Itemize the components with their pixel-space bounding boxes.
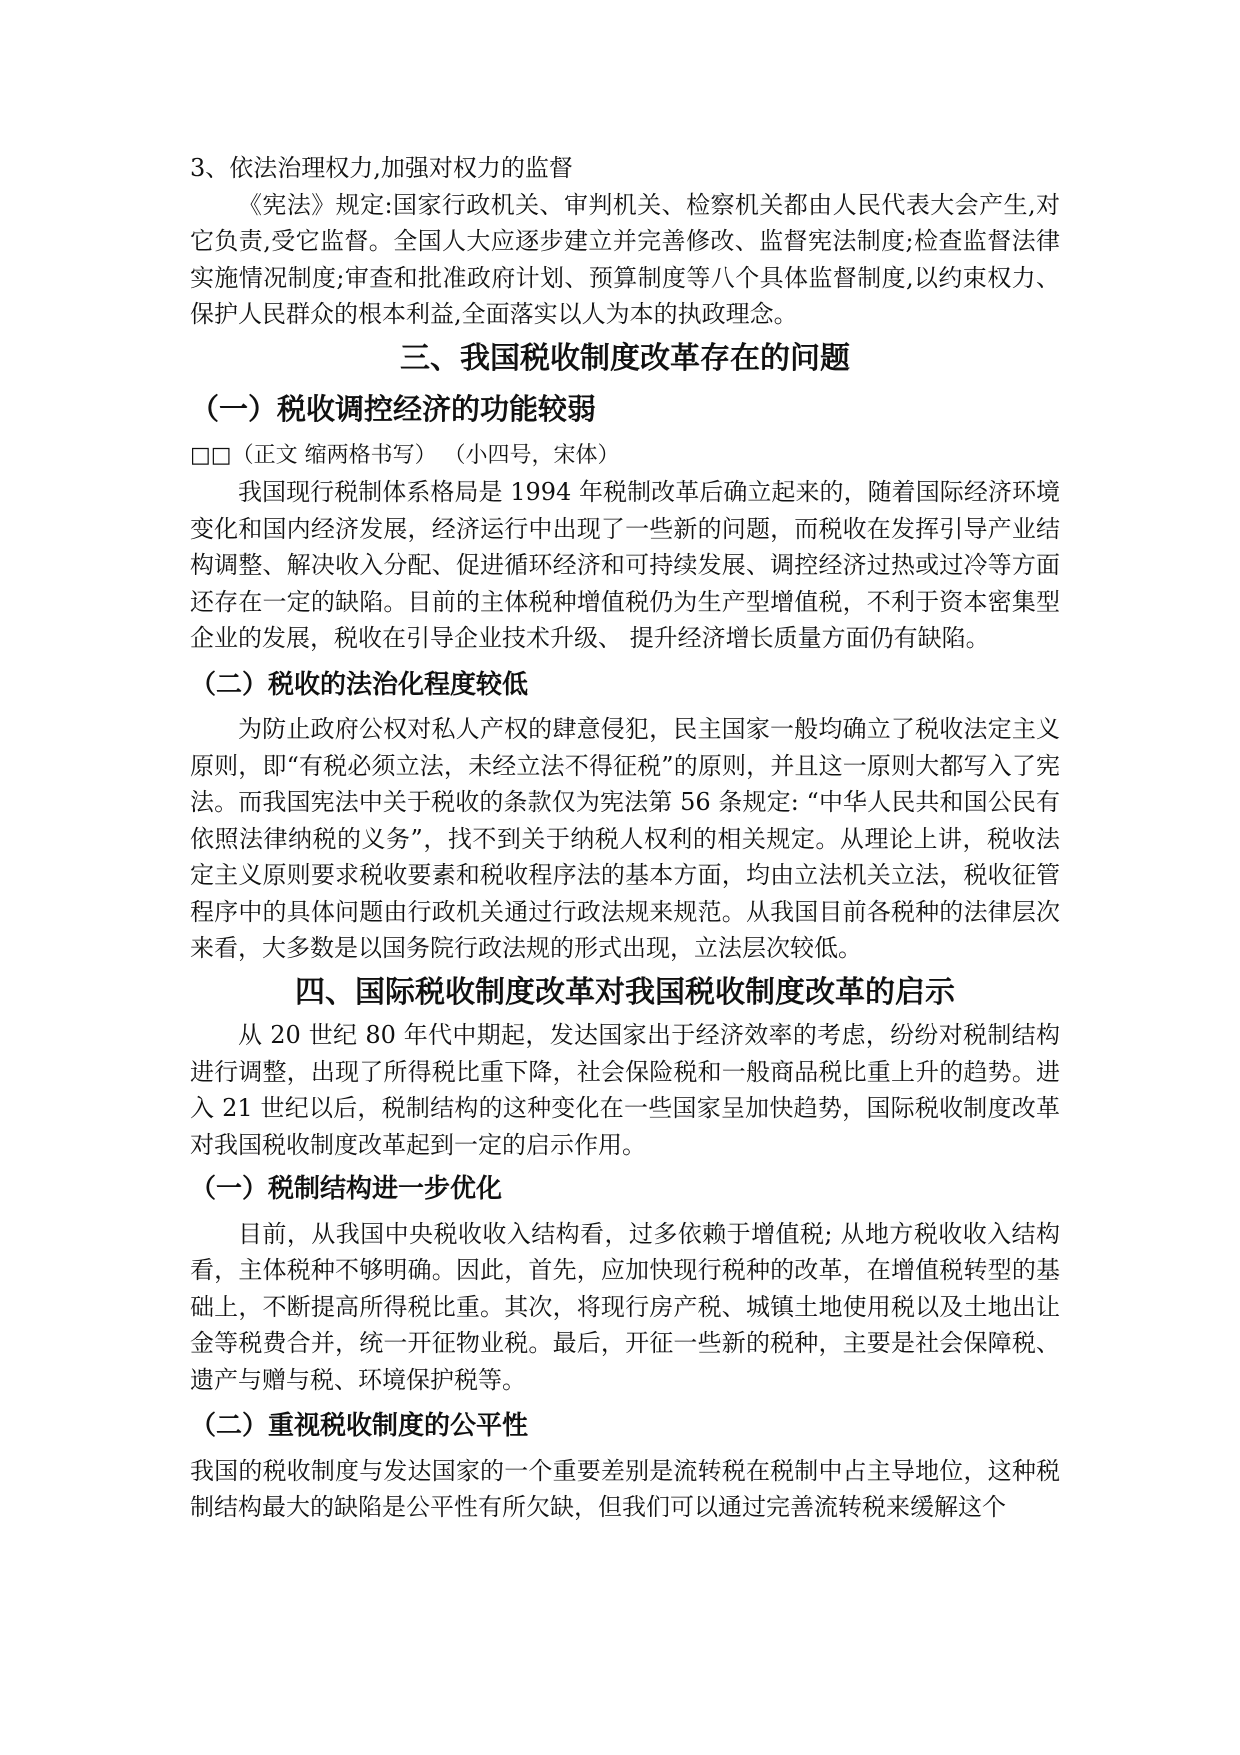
part-4-paragraph-2: 我国的税收制度与发达国家的一个重要差别是流转税在税制中占主导地位，这种税制结构最大的缺陷是公平性有所欠缺，但我们可以通过完善流转税来缓解这个 <box>190 1456 1060 1521</box>
section-3-heading: 3、依法治理权力,加强对权力的监督 <box>190 154 573 182</box>
part-3-paragraph-2: 为防止政府公权对私人产权的肆意侵犯，民主国家一般均确立了税收法定主义原则，即“有税必须立法，未经立法不得征税”的原则，并且这一原则大都写入了宪法。而我国宪法中关于税收的条款仅为宪法第 56 条规定: “中华人民共和国公民有依照法律纳税的义务”，找不到关于纳税人权利的相关规定。从理论上讲，税收法定主义原则要求税收要素和税收程序法的基本方面，均由立法机关立法，税收征管程序中的具体问题由行政机关通过行政法规来规范。从我国目前各税种的法律层次来看，大多数是以国务院行政法规的形式出现，立法层次较低。 <box>190 715 1060 962</box>
part-4-intro: 从 20 世纪 80 年代中期起，发达国家出于经济效率的考虑，纷纷对税制结构进行调整，出现了所得税比重下降，社会保险税和一般商品税比重上升的趋势。进入 21 世纪以后，税制结构的这种变化在一些国家呈加快趋势，国际税收制度改革对我国税收制度改革起到一定的启示作用。 <box>190 1021 1060 1159</box>
section-3-paragraph: 《宪法》规定:国家行政机关、审判机关、检察机关都由人民代表大会产生,对它负责,受它监督。全国人大应逐步建立并完善修改、监督宪法制度;检查监督法律实施情况制度;审查和批准政府计划、预算制度等八个具体监督制度,以约束权力、保护人民群众的根本利益,全面落实以人为本的执政理念。 <box>190 190 1060 328</box>
part-4-paragraph-1: 目前，从我国中央税收收入结构看，过多依赖于增值税; 从地方税收收入结构看，主体税种不够明确。因此，首先，应加快现行税种的改革，在增值税转型的基础上，不断提高所得税比重。其次，将现行房产税、城镇土地使用税以及土地出让金等税费合并，统一开征物业税。最后，开征一些新的税种，主要是社会保障税、遗产与赠与税、环境保护税等。 <box>190 1219 1060 1394</box>
part-4-subheading-1: （一）税制结构进一步优化 <box>190 1174 503 1204</box>
format-note: □□（正文 缩两格书写） （小四号，宋体） <box>190 442 620 468</box>
part-3-paragraph-1: 我国现行税制体系格局是 1994 年税制改革后确立起来的，随着国际经济环境变化和国内经济发展，经济运行中出现了一些新的问题，而税收在发挥引导产业结构调整、解决收入分配、促进循环经济和可持续发展、调控经济过热或过冷等方面还存在一定的缺陷。目前的主体税种增值税仍为生产型增值税，不利于资本密集型企业的发展，税收在引导企业技术升级、 提升经济增长质量方面仍有缺陷。 <box>190 478 1060 652</box>
part-3-title: 三、我国税收制度改革存在的问题 <box>400 340 850 376</box>
part-4-subheading-2: （二）重视税收制度的公平性 <box>190 1411 529 1441</box>
part-3-subheading-2: （二）税收的法治化程度较低 <box>190 669 529 700</box>
part-4-title: 四、国际税收制度改革对我国税收制度改革的启示 <box>295 974 955 1010</box>
part-3-subheading-1: （一）税收调控经济的功能较弱 <box>190 392 597 426</box>
document-page <box>190 150 1060 1526</box>
